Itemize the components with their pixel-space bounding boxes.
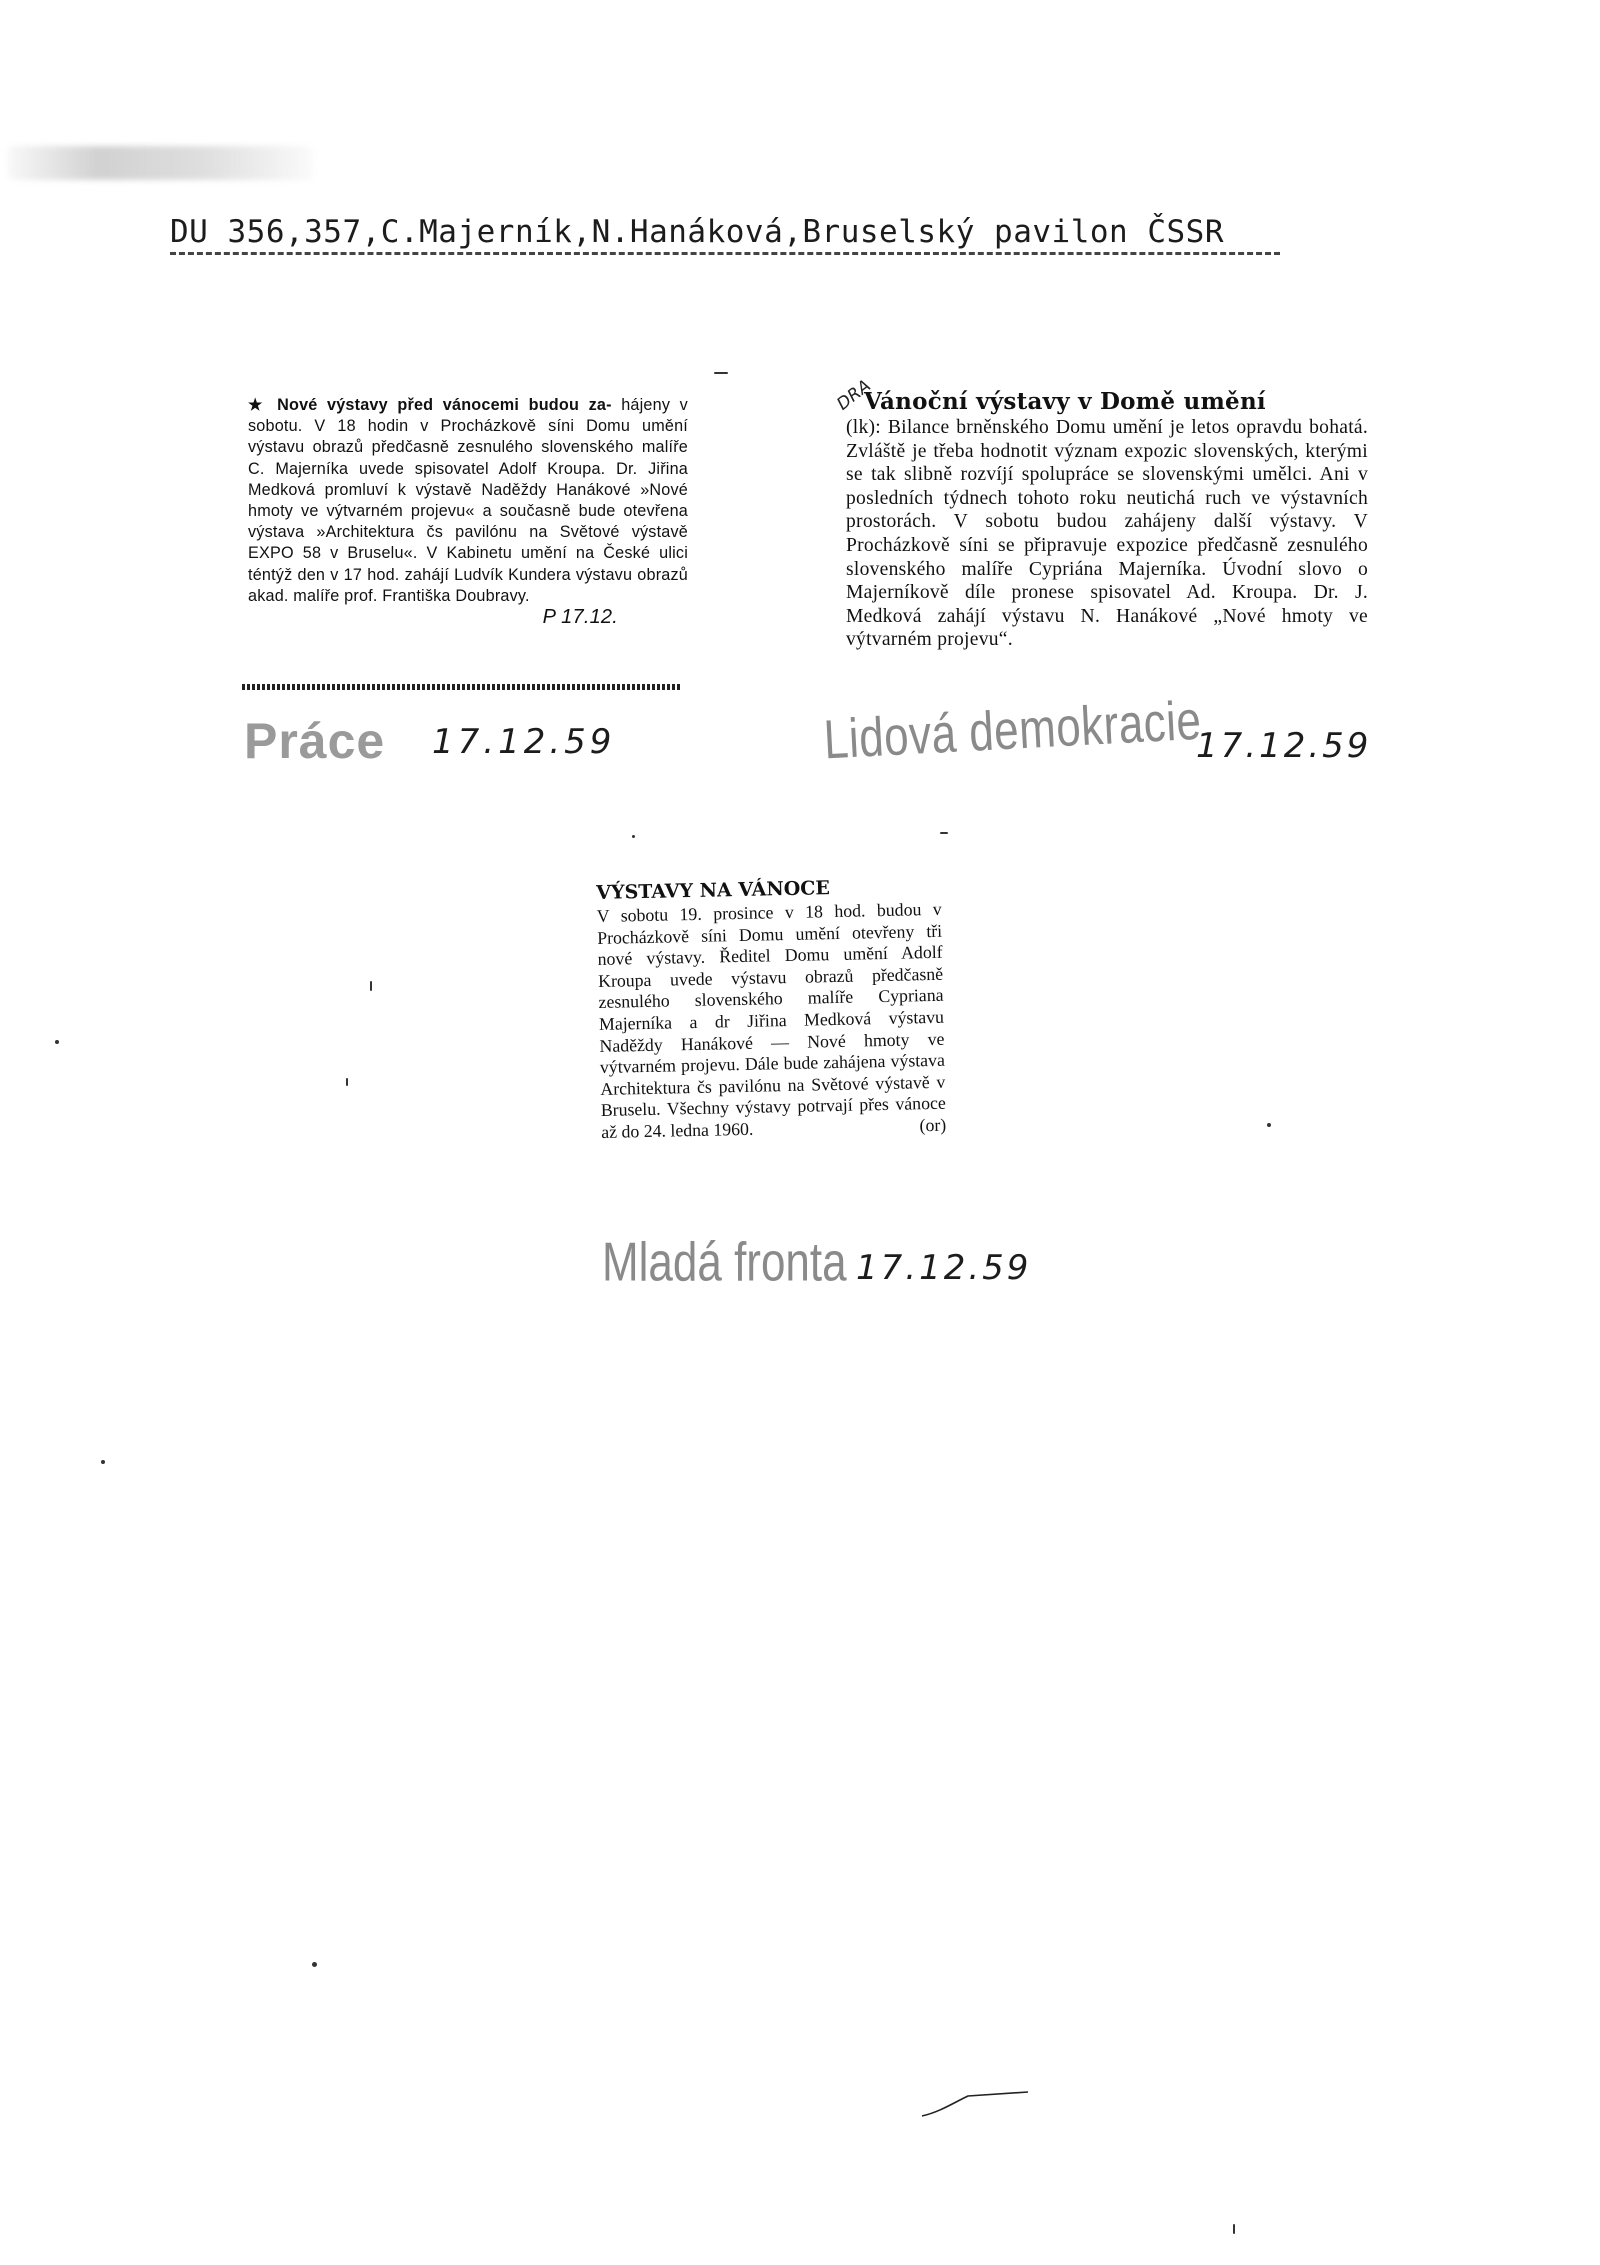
margin-note: DRA (833, 375, 876, 415)
typed-archive-header: DU 356,357,C.Majerník,N.Hanáková,Bruselský pavilon ČSSR (170, 214, 1280, 255)
scan-speck (940, 832, 948, 834)
clipping-title: VÝSTAVY NA VÁNOCE (596, 877, 831, 904)
source-stamp-prace: Práce (244, 713, 386, 769)
scan-speck (346, 1078, 348, 1086)
scan-speck (55, 1040, 59, 1044)
clipping-body: hájeny v sobotu. V 18 hodin v Procházkově síni Domu umění výstavu obrazů předčasně zesnulého slovenského malíře C. Majerníka uvede spisovatel Adolf Kroupa. Dr. Jiřina Medková promluví k výstavě Naděždy Hanákové »Nové hmoty ve výtvarném projevu« a současně bude otevřena výstava »Architektura čs pavilónu na Světové výstavě EXPO 58 v Bruselu«. V Kabinetu umění na České ulici téntýž den v 17 hod. zahájí Ludvík Kundera výstavu obrazů akad. malíře prof. Františka Doubravy. (248, 396, 688, 605)
clipping-body: V sobotu 19. prosince v 18 hod. budou v Procházkově síni Domu umění otevřeny tři nové výstavy. Ředitel Domu umění Adolf Kroupa uvede výstavu obrazů předčasně zesnulého slovenského malíře Cypriana Majerníka a dr Jiřina Medková výstavu Naděždy Hanákové — Nové hmoty ve výtvarném projevu. Dále bude zahájena výstava Architektura čs pavilónu na Světové výstavě v Bruselu. Všechny výstavy potrvají přes vánoce až do 24. ledna 1960. (596, 898, 946, 1142)
scan-speck (1267, 1123, 1271, 1127)
handwritten-date: 17.12.59 (432, 722, 616, 762)
clipping-title: Vánoční výstavy v Domě umění (864, 388, 1266, 415)
scan-speck (312, 1962, 317, 1967)
scan-smudge (8, 146, 313, 180)
scan-speck (1233, 2224, 1235, 2234)
margin-note: P 17.12. (542, 606, 618, 629)
clipping-body: (lk): Bilance brněnského Domu umění je letos opravdu bohatá. Zvláště je třeba hodnotit význam expozic slovenských, kterými se tak slibně rozvíjí spolupráce se slovenskými umělci. Ani v posledních týdnech tohoto roku neutichá ruch ve výstavních prostorách. V sobotu budou zahájeny další výstavy. V Procházkově síni se připravuje expozice předčasně zesnulého slovenského malíře Cypriána Majerníka. Úvodní slovo o Majerníkově díle pronese spisovatel Ad. Kroupa. Dr. J. Medková zahájí výstavu N. Hanákové „Nové hmoty ve výtvarném projevu“. (846, 417, 1368, 651)
scan-speck (370, 981, 372, 991)
clipping-prace (248, 395, 688, 627)
scan-speck (632, 835, 635, 838)
clipping-headline: ★ Nové výstavy před vánocemi budou za- (248, 396, 612, 414)
handwritten-date: 17.12.59 (1196, 726, 1372, 766)
clipping-lidova-demokracie (833, 375, 1368, 652)
clipping-mlada-fronta (596, 873, 946, 1144)
handwritten-date: 17.12.59 (856, 1248, 1032, 1288)
clipping-signature: (or) (919, 1114, 947, 1136)
clipping-edge-rule (242, 684, 682, 690)
scan-speck (714, 372, 728, 374)
source-stamp-mlada: Mladá fronta (602, 1231, 847, 1293)
source-stamp-lidova: Lidová demokracie (822, 690, 1203, 771)
pen-stroke-mark (920, 2084, 1030, 2124)
scan-speck (101, 1460, 105, 1464)
